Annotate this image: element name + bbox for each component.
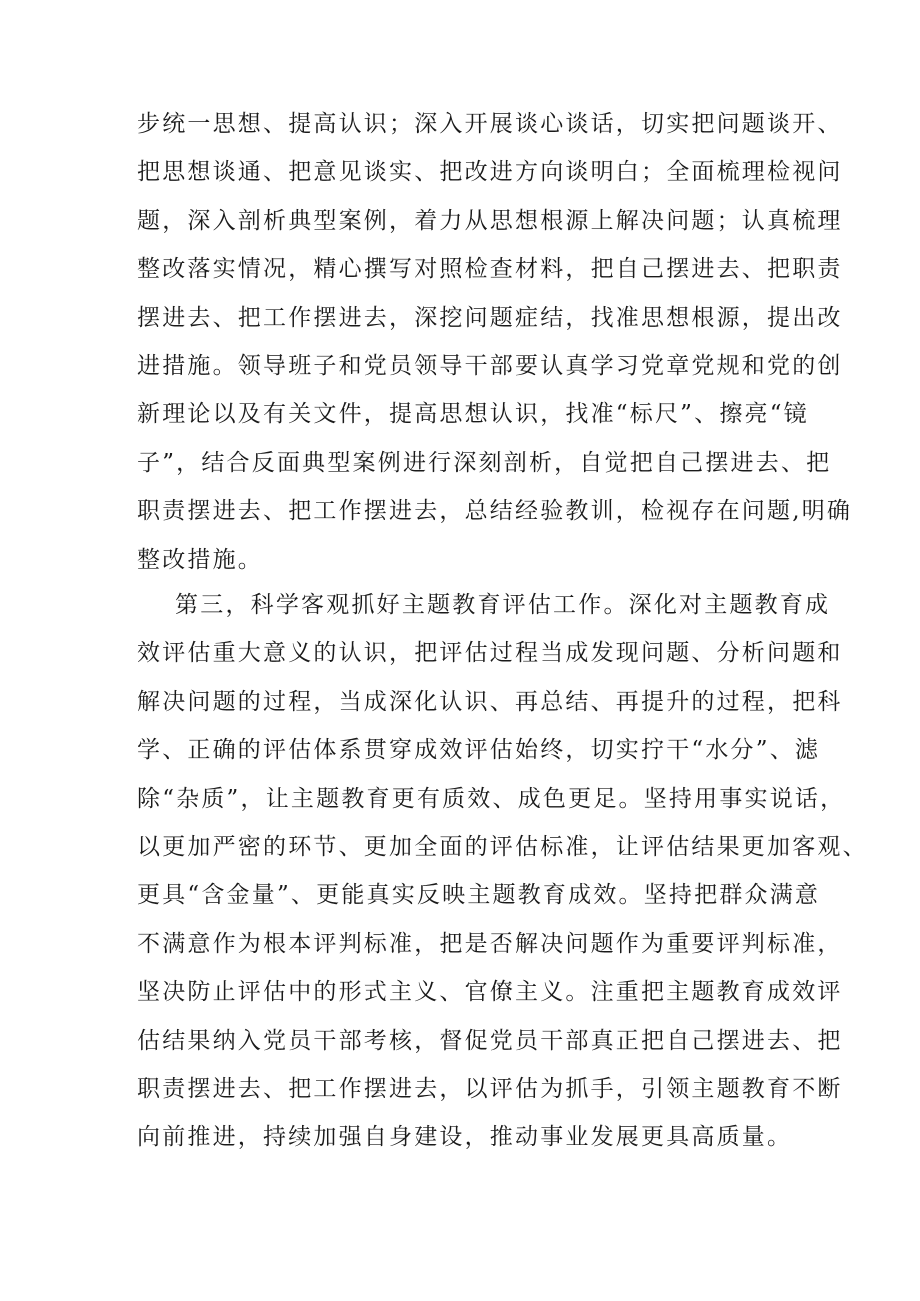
- text-line: 更具“含金量”、更能真实反映主题教育成效。坚持把群众满意: [137, 882, 821, 909]
- text-line: 效评估重大意义的认识，把评估过程当成发现问题、分析问题和: [137, 640, 843, 667]
- text-line: 以更加严密的环节、更加全面的评估标准，让评估结果更加客观、: [137, 833, 868, 860]
- text-line: 解决问题的过程，当成深化认识、再总结、再提升的过程，把科: [137, 688, 843, 715]
- text-line: 题，深入剖析典型案例，着力从思想根源上解决问题；认真梳理: [137, 207, 843, 234]
- text-line: 不满意作为根本评判标准，把是否解决问题作为重要评判标准，: [137, 930, 843, 957]
- text-line: 新理论以及有关文件，提高思想认识，找准“标尺”、擦亮“镜: [137, 401, 809, 428]
- text-line: 进措施。领导班子和党员领导干部要认真学习党章党规和党的创: [137, 352, 843, 379]
- paragraph-third-point: [137, 581, 868, 1162]
- text-line: 除“杂质”，让主题教育更有质效、成色更足。坚持用事实说话，: [137, 785, 846, 812]
- text-line: 坚决防止评估中的形式主义、官僚主义。注重把主题教育成效评: [137, 979, 843, 1006]
- text-line: 子”，结合反面典型案例进行深刻剖析，自觉把自己摆进去、把: [137, 449, 832, 476]
- paragraph-continuation: [137, 100, 853, 584]
- text-line: 学、正确的评估体系贯穿成效评估始终，切实拧干“水分”、滤: [137, 737, 821, 764]
- text-line: 估结果纳入党员干部考核，督促党员干部真正把自己摆进去、把: [137, 1027, 843, 1054]
- text-line: 把思想谈通、把意见谈实、把改进方向谈明白；全面梳理检视问: [137, 159, 843, 186]
- text-line: 职责摆进去、把工作摆进去，总结经验教训，检视存在问题,明确: [137, 498, 853, 525]
- text-line: 整改落实情况，精心撰写对照检查材料，把自己摆进去、把职责: [137, 256, 843, 283]
- text-line: 第三，科学客观抓好主题教育评估工作。深化对主题教育成: [137, 592, 831, 618]
- text-line: 步统一思想、提高认识；深入开展谈心谈话，切实把问题谈开、: [137, 111, 843, 137]
- text-line: 职责摆进去、把工作摆进去，以评估为抓手，引领主题教育不断: [137, 1075, 843, 1102]
- text-line: 整改措施。: [137, 546, 263, 573]
- text-line: 摆进去、把工作摆进去，深挖问题症结，找准思想根源，提出改: [137, 304, 843, 331]
- text-line: 向前推进，持续加强自身建设，推动事业发展更具高质量。: [137, 1124, 793, 1151]
